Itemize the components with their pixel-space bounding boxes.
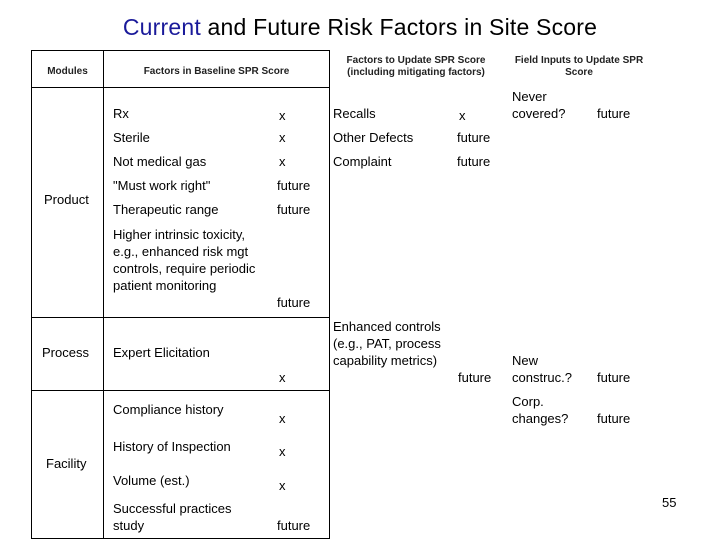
field-status: future: [597, 411, 631, 426]
page-title: [0, 14, 720, 41]
field-status: future: [597, 106, 631, 121]
title-rest: and Future Risk Factors in Site Score: [200, 14, 598, 40]
module-process: Process: [42, 345, 89, 360]
baseline-status: x: [279, 444, 286, 459]
baseline-status: future: [277, 202, 311, 217]
update-status: future: [457, 154, 491, 169]
baseline-status: x: [279, 370, 286, 385]
baseline-status: x: [279, 108, 286, 123]
baseline-status: x: [279, 130, 286, 145]
field-status: future: [597, 370, 631, 385]
header-update: Factors to Update SPR Score (including mitigating factors): [346, 55, 486, 78]
field-input: New construc.?: [512, 353, 572, 385]
baseline-factor: Volume (est.): [113, 473, 190, 488]
update-factor: Recalls: [333, 106, 376, 121]
baseline-factor: Not medical gas: [113, 154, 207, 169]
update-status: future: [457, 130, 491, 145]
baseline-factor: Sterile: [113, 130, 150, 145]
baseline-factor: Successful practices study: [113, 501, 232, 533]
baseline-status: x: [279, 154, 286, 169]
baseline-factor: "Must work right": [113, 178, 211, 193]
header-field: Field Inputs to Update SPR Score: [514, 55, 644, 78]
module-facility: Facility: [46, 456, 87, 471]
module-product: Product: [44, 192, 89, 207]
header-modules: Modules: [47, 66, 88, 77]
update-factor: Other Defects: [333, 130, 414, 145]
update-factor: Complaint: [333, 154, 392, 169]
baseline-status: future: [277, 295, 311, 310]
modules-divider: [103, 50, 104, 539]
process-facility-divider: [31, 390, 330, 391]
baseline-factor: Higher intrinsic toxicity, e.g., enhanced risk mgt controls, require periodic patient monitoring: [113, 227, 256, 293]
page-number: 55: [662, 495, 677, 510]
header-divider: [31, 87, 330, 88]
field-input: Never covered?: [512, 89, 566, 121]
baseline-status: future: [277, 178, 311, 193]
update-factor: Enhanced controls (e.g., PAT, process capability metrics): [333, 319, 441, 368]
baseline-status: future: [277, 518, 311, 533]
field-input: Corp. changes?: [512, 394, 569, 426]
update-status: x: [459, 108, 466, 123]
baseline-factor: History of Inspection: [113, 439, 231, 454]
baseline-factor: Rx: [113, 106, 129, 121]
baseline-factor: Compliance history: [113, 402, 224, 417]
header-baseline: Factors in Baseline SPR Score: [143, 66, 290, 77]
baseline-status: x: [279, 478, 286, 493]
product-process-divider: [31, 317, 330, 318]
baseline-status: x: [279, 411, 286, 426]
baseline-factor: Expert Elicitation: [113, 345, 210, 360]
title-accent: Current: [122, 14, 201, 40]
update-status: future: [458, 370, 492, 385]
baseline-factor: Therapeutic range: [113, 202, 219, 217]
